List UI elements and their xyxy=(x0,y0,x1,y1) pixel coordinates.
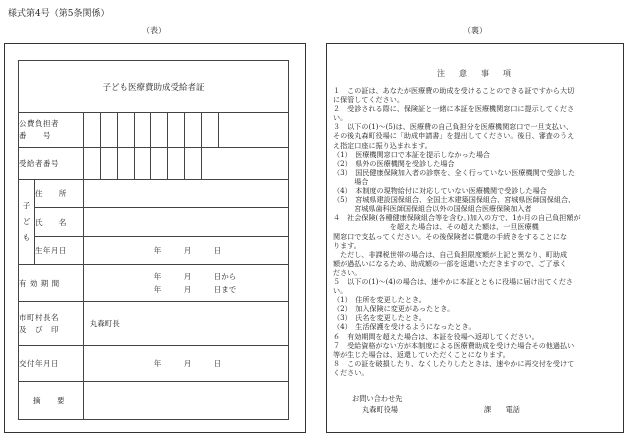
notes-line: その後丸森町役場に「助成申請書」を提出してください。後日、審査のうえ xyxy=(333,131,575,141)
issue-date-value: 年 月 日 xyxy=(83,346,288,382)
certificate-table xyxy=(18,60,289,420)
back-side-label: （裏） xyxy=(463,26,487,35)
name-value xyxy=(83,208,288,237)
address-value xyxy=(83,180,288,208)
recipient-digit-box xyxy=(100,148,117,180)
notes-line: ６ 有効期間を超えた場合は、本証を役場へ返却してください。 xyxy=(333,331,539,341)
form-number-label: 様式第4号（第5条関係） xyxy=(8,9,110,19)
notes-line: ります。 xyxy=(333,240,361,250)
notes-line: ２ 受診される際に、保険証と一緒に本証を医療機関窓口に提示してくださ xyxy=(333,104,575,114)
notes-line: （3） 国民健康保険加入者の診察を、全く行っていない医療機関で受診した xyxy=(333,167,576,177)
notes-line: １ この証は、あなたが医療費の助成を受けることのできる証ですから大切 xyxy=(333,86,575,95)
notes-line: ただし、非課税世帯の場合は、自己負担限度額が上記と異なり、町助成 xyxy=(333,249,568,259)
payer-digit-box xyxy=(185,113,202,148)
notes-line: 宮城県歯科医師国保組合以外の国保組合医療保険加入者 xyxy=(333,204,532,214)
notes-line: ださい。 xyxy=(333,267,362,277)
front-side-label: （表） xyxy=(142,26,166,35)
payer-digit-box xyxy=(83,113,100,148)
notes-line: （3） 氏名を変更したとき。 xyxy=(333,313,426,323)
validity-to: 年 月 日まで xyxy=(153,285,237,294)
mayor-name-label: 市町村長名 及 び 印 xyxy=(19,302,84,346)
notes-line: ７ 受給資格がない方が本制度による医療費助成を受けた場合その他過払い xyxy=(333,340,575,350)
remarks-value xyxy=(83,382,288,420)
payer-digit-box xyxy=(134,113,151,148)
issue-date-label: 交付年月日 xyxy=(19,346,84,382)
notes-line: ください。 xyxy=(333,367,369,377)
contact-office: 丸森町役場 xyxy=(362,405,398,414)
recipient-digit-box xyxy=(151,148,168,180)
remarks-label: 摘 要 xyxy=(19,382,84,420)
validity-period-value xyxy=(83,265,288,302)
notes-line: （1） 医療機関窓口で本証を提示しなかった場合 xyxy=(333,149,491,159)
validity-from: 年 月 日から xyxy=(153,272,237,281)
payer-digit-box xyxy=(100,113,117,148)
notes-line: え指定口座に振り込まれます。 xyxy=(333,140,432,150)
notes-line: ４ 社会保険(各種健康保険組合等を含む。)加入の方で、1か月の自己負担額が xyxy=(333,213,581,223)
validity-period-label: 有 効 期 間 xyxy=(19,265,84,302)
notes-line: い。 xyxy=(333,113,348,123)
child-section-label: 子 ど も xyxy=(19,180,35,265)
recipient-digit-box xyxy=(134,148,151,180)
payer-digit-box xyxy=(168,113,185,148)
birth-date-value: 年 月 日 xyxy=(83,237,288,265)
notes-line: 場合 xyxy=(333,176,369,186)
address-label: 住 所 xyxy=(34,180,83,208)
notes-line: ８ この証を破損したり、なくしたりしたときは、速やかに再交付を受けて xyxy=(333,358,575,368)
notes-line: に保管してください。 xyxy=(333,95,404,105)
notes-line: （1） 住所を変更したとき。 xyxy=(333,295,426,305)
contact-label: お問い合わせ先 xyxy=(352,394,403,403)
payer-number-label: 公費負担者 番 号 xyxy=(19,113,84,148)
recipient-number-label: 受給者番号 xyxy=(19,148,84,180)
notes-line: 等が生じた場合は、返還していただくことになります。 xyxy=(333,349,510,359)
notes-line: （4） 生活保護を受けるようになったとき。 xyxy=(333,322,476,332)
recipient-digit-box xyxy=(83,148,100,180)
notes-line: 額が過払いになるため、助成額の一部を返還いただきますので、ご了承く xyxy=(333,258,567,268)
mayor-name-value: 丸森町長 xyxy=(83,302,288,346)
notes-line: （2） 加入保険に変更があったとき。 xyxy=(333,304,455,314)
notes-line: を超えた場合は、その超えた額は、一旦医療機 xyxy=(333,222,539,232)
birth-date-label: 生年月日 xyxy=(34,237,83,265)
certificate-title: 子ども医療費助成受給者証 xyxy=(19,61,289,113)
payer-number-blank xyxy=(219,113,289,148)
recipient-number-blank xyxy=(202,148,289,180)
notes-line: ３ 以下の(1)～(5)は、医療費の自己負担分を医療機関窓口で一旦支払い、 xyxy=(333,122,574,132)
payer-digit-box xyxy=(117,113,134,148)
notes-line: い。 xyxy=(333,286,348,296)
payer-digit-box xyxy=(151,113,168,148)
notes-title: 注 意 事 項 xyxy=(437,69,514,78)
notes-line: （4） 本制度の現物給付に対応していない医療機関で受診した場合 xyxy=(333,186,547,196)
notes-line: （5） 宮城県建設国保組合、全国土木建築国保組合、宮城県医師国保組合、 xyxy=(333,195,576,205)
recipient-digit-box xyxy=(168,148,185,180)
contact-section-phone: 課 電話 xyxy=(484,405,520,414)
recipient-digit-box xyxy=(185,148,202,180)
name-label: 氏 名 xyxy=(34,208,83,237)
payer-digit-box xyxy=(202,113,219,148)
notes-line: （2） 県外の医療機関を受診した場合 xyxy=(333,158,455,168)
notes-line: ５ 以下の(1)～(4)の場合は、速やかに本証とともに役場に届け出てくださ xyxy=(333,276,574,286)
notes-line: 関窓口で支払ってください。その後保険者に償還の手続きをすることにな xyxy=(333,231,568,241)
notes-body xyxy=(333,86,618,377)
recipient-digit-box xyxy=(117,148,134,180)
